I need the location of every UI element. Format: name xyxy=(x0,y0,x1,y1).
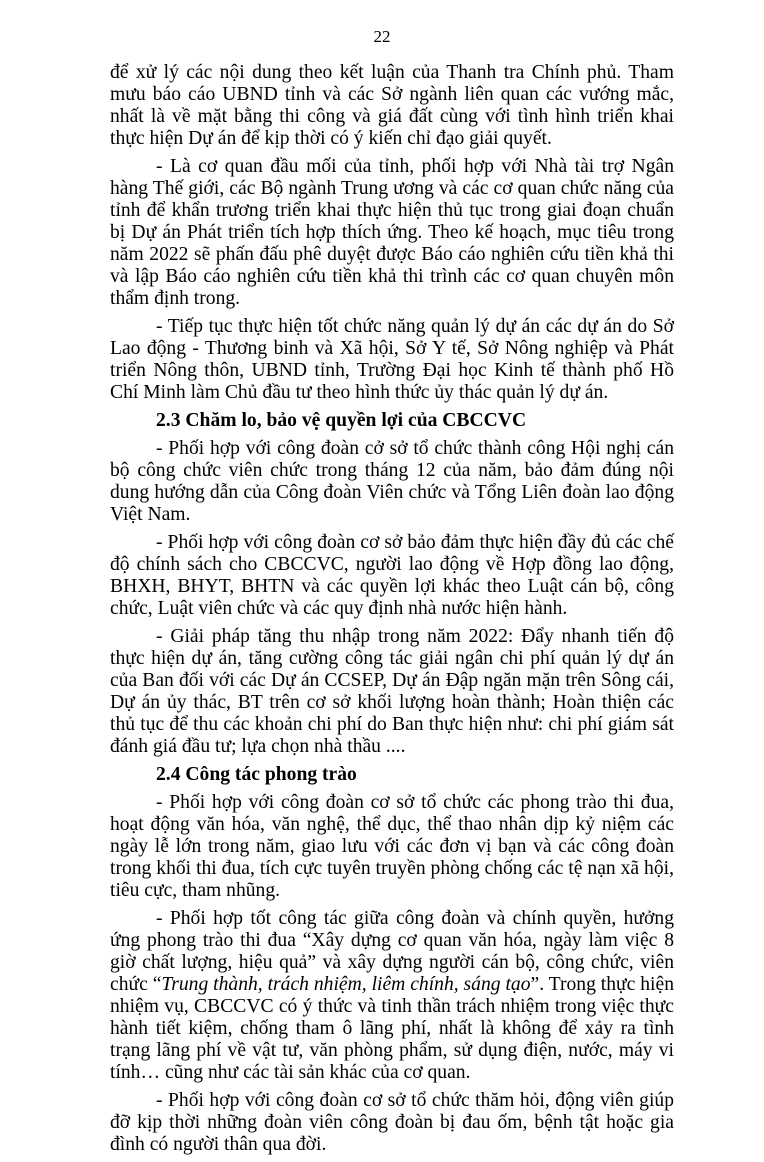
paragraph-coordination xyxy=(110,908,674,1084)
paragraph-conference: - Phối hợp với công đoàn cở sở tổ chức thành công Hội nghị cán bộ công chức viên chức trong tháng 12 của năm, bảo đảm đúng nội dung hướng dẫn của Công đoàn Viên chức và Tổng Liên đoàn lao động Việt Nam. xyxy=(110,438,674,525)
page-body xyxy=(110,62,674,1162)
paragraph-focal-agency: - Là cơ quan đầu mối của tỉnh, phối hợp với Nhà tài trợ Ngân hàng Thế giới, các Bộ ngành Trung ương và các cơ quan chức năng của tỉnh để khẩn trương triển khai thực hiện thủ tục trong giai đoạn chuẩn bị Dự án Phát triển tích hợp thích ứng. Theo kế hoạch, mục tiêu trong năm 2022 sẽ phấn đấu phê duyệt được Báo cáo nghiên cứu tiền khả thi và lập Báo cáo nghiên cứu tiền khả thi trình các cơ quan chuyên môn thẩm định trong. xyxy=(110,156,674,309)
paragraph-visits: - Phối hợp với công đoàn cơ sở tổ chức thăm hỏi, động viên giúp đỡ kịp thời những đoàn viên công đoàn bị đau ốm, bệnh tật hoặc gia đình có người thân qua đời. xyxy=(110,1090,674,1155)
paragraph-income: - Giải pháp tăng thu nhập trong năm 2022: Đẩy nhanh tiến độ thực hiện dự án, tăng cường công tác giải ngân chi phí quản lý dự án của Ban đối với các Dự án CCSEP, Dự án Đập ngăn mặn trên Sông cái, Dự án ủy thác, BT trên cơ sở khối lượng hoàn thành; Hoàn thiện các thủ tục để thu các khoản chi phí do Ban thực hiện như: chi phí giám sát đánh giá đầu tư; lựa chọn nhà thầu .... xyxy=(110,626,674,757)
section-heading-2-3: 2.3 Chăm lo, bảo vệ quyền lợi của CBCCVC xyxy=(156,410,527,431)
coordination-text-end: ”. Trong thực hiện nhiệm vụ, CBCCVC có ý thức và tinh thần trách nhiệm trong việc thực hành tiết kiệm, chống tham ô lãng phí, nhất là không để xảy ra tình trạng lãng phí về vật tư, văn phòng phẩm, sử dụng điện, nước, máy vi tính… cũng như các tài sản khác của cơ quan. xyxy=(110,974,674,1083)
section-heading-2-4: 2.4 Công tác phong trào xyxy=(156,764,357,785)
paragraph-movements: - Phối hợp với công đoàn cơ sở tổ chức các phong trào thi đua, hoạt động văn hóa, văn nghệ, thể dục, thể thao nhân dịp kỷ niệm các ngày lễ lớn trong năm, giao lưu với các đơn vị bạn và các công đoàn trong khối thi đua, tích cực tuyên truyền phòng chống các tệ nạn xã hội, tiêu cực, tham nhũng. xyxy=(110,792,674,901)
page-number: 22 xyxy=(373,27,391,46)
coordination-text-start: - Phối hợp tốt công tác giữa công đoàn và chính quyền, hưởng ứng phong trào thi đua “Xây dựng cơ quan văn hóa, ngày làm việc 8 giờ chất lượng, hiệu quả” và xây dựng người cán bộ, công chức, viên chức “ xyxy=(110,908,674,995)
paragraph-intro-continuation: để xử lý các nội dung theo kết luận của Thanh tra Chính phủ. Tham mưu báo cáo UBND tỉnh và các Sở ngành liên quan các vướng mắc, nhất là về mặt bằng thi công và giá đất cùng với tình hình triển khai thực hiện Dự án để kịp thời có ý kiến chỉ đạo giải quyết. xyxy=(110,62,674,149)
coordination-motto: Trung thành, trách nhiệm, liêm chính, sáng tạo xyxy=(161,974,531,995)
paragraph-project-management: - Tiếp tục thực hiện tốt chức năng quản lý dự án các dự án do Sở Lao động - Thương binh và Xã hội, Sở Y tế, Sở Nông nghiệp và Phát triển Nông thôn, UBND tỉnh, Trường Đại học Kinh tế thành phố Hồ Chí Minh làm Chủ đầu tư theo hình thức ủy thác quản lý dự án. xyxy=(110,316,674,403)
paragraph-benefits: - Phối hợp với công đoàn cơ sở bảo đảm thực hiện đầy đủ các chế độ chính sách cho CBCCVC, người lao động về Hợp đồng lao động, BHXH, BHYT, BHTN và các quyền lợi khác theo Luật cán bộ, công chức, Luật viên chức và các quy định nhà nước hiện hành. xyxy=(110,532,674,619)
